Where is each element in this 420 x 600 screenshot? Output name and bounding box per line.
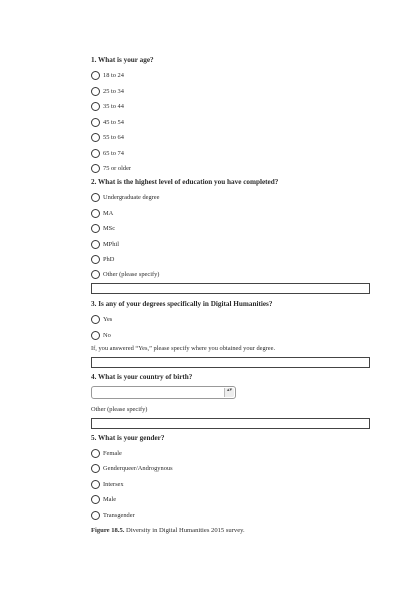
option-label: 35 to 44 xyxy=(103,102,124,110)
q2-question: 2. What is the highest level of education you have completed? xyxy=(91,178,279,186)
q2-option-other[interactable] xyxy=(91,269,159,280)
radio-button[interactable] xyxy=(91,315,100,324)
option-label: 25 to 34 xyxy=(103,87,124,95)
q5-option-male[interactable] xyxy=(91,494,116,505)
q2-option-ma[interactable] xyxy=(91,208,113,219)
q1-option-65-74[interactable] xyxy=(91,148,124,159)
figure-caption xyxy=(91,526,245,536)
q1-option-25-34[interactable] xyxy=(91,86,124,97)
option-label: Undergraduate degree xyxy=(103,193,160,201)
q2-option-undergraduate[interactable] xyxy=(91,192,159,203)
option-label: PhD xyxy=(103,255,115,263)
q3-followup-label: If, you answered “Yes,” please specify where you obtained your degree. xyxy=(91,345,276,352)
option-label: 65 to 74 xyxy=(103,149,124,157)
option-label: 18 to 24 xyxy=(103,71,124,79)
q5-option-transgender[interactable] xyxy=(91,510,135,521)
q4-question: 4. What is your country of birth? xyxy=(91,373,193,381)
radio-button[interactable] xyxy=(91,464,100,473)
option-label: 75 or older xyxy=(103,164,132,172)
q4-other-input[interactable] xyxy=(91,418,370,429)
q1-option-45-54[interactable] xyxy=(91,117,124,128)
q4-other-label: Other (please specify) xyxy=(91,406,148,413)
q5-option-female[interactable] xyxy=(91,448,122,459)
q2-option-phd[interactable] xyxy=(91,254,114,265)
q3-option-yes[interactable] xyxy=(91,314,112,325)
q1-option-75-older[interactable] xyxy=(91,163,131,174)
option-label: 45 to 54 xyxy=(103,118,124,126)
option-label: Genderqueer/Androgynous xyxy=(103,464,173,472)
radio-button[interactable] xyxy=(91,71,100,80)
radio-button[interactable] xyxy=(91,495,100,504)
q3-option-no[interactable] xyxy=(91,330,111,341)
q5-option-genderqueer[interactable] xyxy=(91,463,173,474)
option-label: MA xyxy=(103,209,114,217)
select-arrows-icon: ▴▾ xyxy=(224,388,234,397)
figure-caption-text: Diversity in Digital Humanities 2015 survey. xyxy=(124,527,245,534)
q1-option-18-24[interactable] xyxy=(91,70,124,81)
figure-label: Figure 18.5. xyxy=(91,527,125,534)
option-label: Intersex xyxy=(103,480,124,488)
country-select[interactable] xyxy=(91,386,236,399)
option-label: 55 to 64 xyxy=(103,133,124,141)
q2-option-mphil[interactable] xyxy=(91,239,119,250)
radio-button[interactable] xyxy=(91,193,100,202)
q5-option-intersex[interactable] xyxy=(91,479,124,490)
q5-question: 5. What is your gender? xyxy=(91,434,165,442)
option-label: MPhil xyxy=(103,240,119,248)
radio-button[interactable] xyxy=(91,240,100,249)
q1-option-35-44[interactable] xyxy=(91,101,124,112)
radio-button[interactable] xyxy=(91,164,100,173)
radio-button[interactable] xyxy=(91,449,100,458)
radio-button[interactable] xyxy=(91,209,100,218)
option-label: Male xyxy=(103,495,117,503)
q2-other-input[interactable] xyxy=(91,283,370,294)
option-label: MSc xyxy=(103,224,116,232)
radio-button[interactable] xyxy=(91,255,100,264)
radio-button[interactable] xyxy=(91,480,100,489)
radio-button[interactable] xyxy=(91,118,100,127)
radio-button[interactable] xyxy=(91,87,100,96)
option-label: Transgender xyxy=(103,511,135,519)
option-label: No xyxy=(103,331,111,339)
q3-question: 3. Is any of your degrees specifically in Digital Humanities? xyxy=(91,300,273,308)
q3-degree-input[interactable] xyxy=(91,357,370,368)
radio-button[interactable] xyxy=(91,511,100,520)
radio-button[interactable] xyxy=(91,270,100,279)
radio-button[interactable] xyxy=(91,102,100,111)
radio-button[interactable] xyxy=(91,133,100,142)
radio-button[interactable] xyxy=(91,149,100,158)
q1-question: 1. What is your age? xyxy=(91,56,154,64)
radio-button[interactable] xyxy=(91,331,100,340)
radio-button[interactable] xyxy=(91,224,100,233)
option-label: Female xyxy=(103,449,122,457)
q1-option-55-64[interactable] xyxy=(91,132,124,143)
option-label: Yes xyxy=(103,315,113,323)
option-label: Other (please specify) xyxy=(103,270,160,278)
q2-option-msc[interactable] xyxy=(91,223,115,234)
